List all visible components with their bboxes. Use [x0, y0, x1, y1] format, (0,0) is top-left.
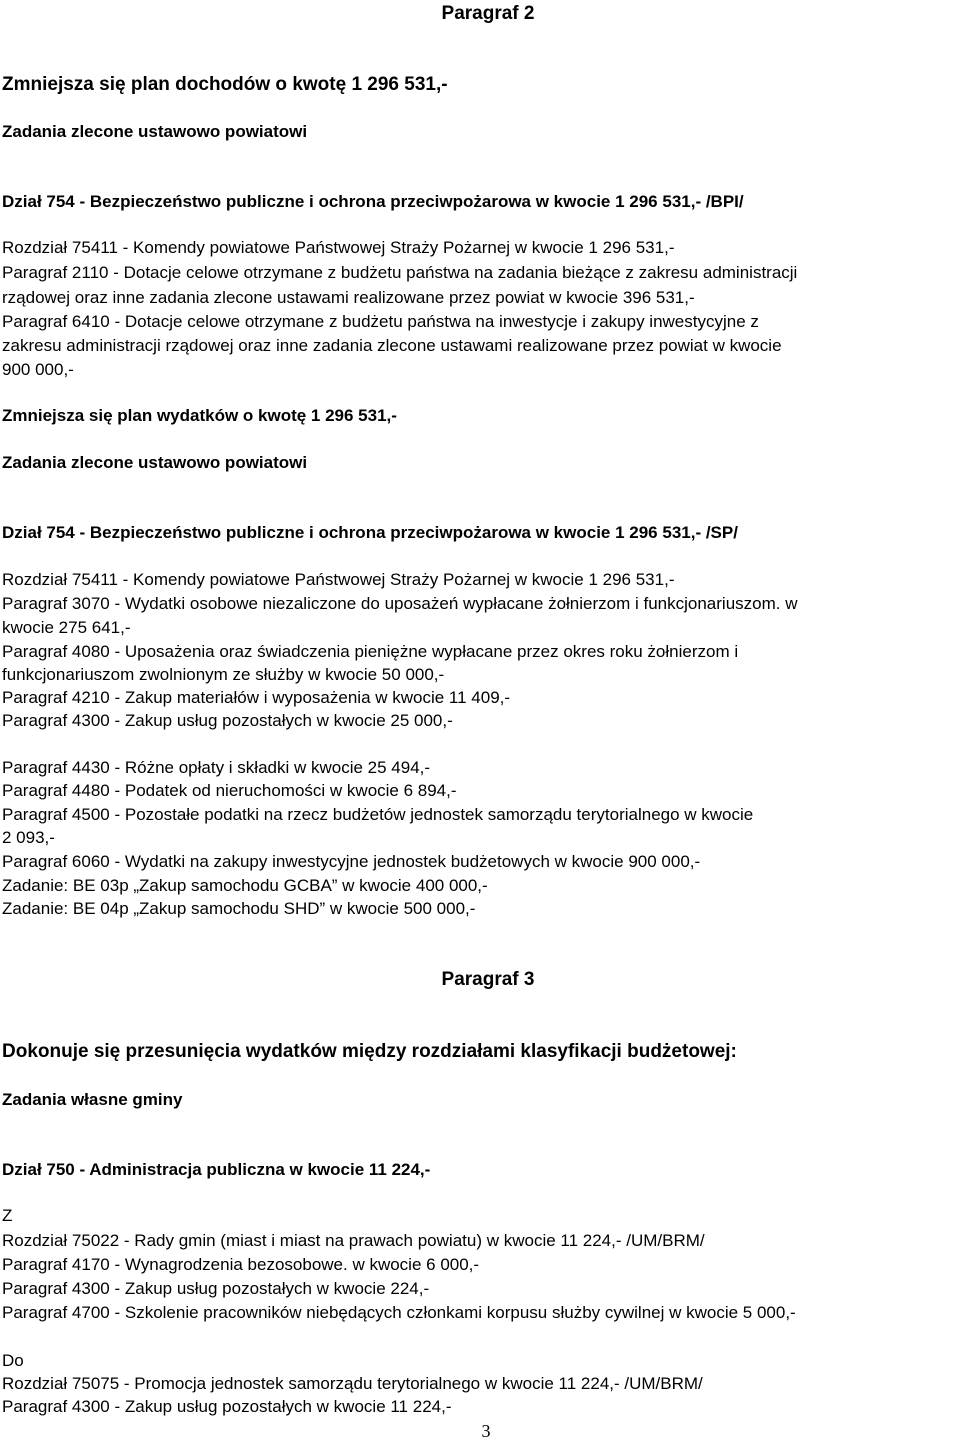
do-label: Do [2, 1351, 24, 1370]
wydatki-section-heading: Zadania zlecone ustawowo powiatowi [2, 453, 308, 472]
paragraf-3-heading: Paragraf 3 [441, 969, 535, 990]
wydatki-line: Paragraf 4430 - Różne opłaty i składki w kwocie 25 494,- [2, 758, 431, 777]
paragraf-2-heading: Paragraf 2 [441, 3, 535, 24]
dochody-section-heading: Zadania zlecone ustawowo powiatowi [2, 122, 308, 141]
przesuniecia-title: Dokonuje się przesunięcia wydatków między rozdziałami klasyfikacji budżetowej: [2, 1041, 737, 1062]
z-line: Paragraf 4170 - Wynagrodzenia bezosobowe. w kwocie 6 000,- [2, 1255, 480, 1274]
z-label: Z [2, 1206, 13, 1225]
dochody-line: Paragraf 6410 - Dotacje celowe otrzymane z budżetu państwa na inwestycje i zakupy inwestycyjne z [2, 312, 759, 331]
wydatki-line: Paragraf 4300 - Zakup usług pozostałych w kwocie 25 000,- [2, 711, 453, 730]
dzial-750-heading: Dział 750 - Administracja publiczna w kwocie 11 224,- [2, 1160, 431, 1179]
zadania-wlasne-heading: Zadania własne gminy [2, 1090, 183, 1109]
dochody-line: rządowej oraz inne zadania zlecone ustawami realizowane przez powiat w kwocie 396 531,- [2, 288, 695, 307]
dochody-line: Paragraf 2110 - Dotacje celowe otrzymane z budżetu państwa na zadania bieżące z zakresu administracji [2, 263, 798, 282]
z-line: Paragraf 4300 - Zakup usług pozostałych w kwocie 224,- [2, 1279, 430, 1298]
wydatki-line: Rozdział 75411 - Komendy powiatowe Państwowej Straży Pożarnej w kwocie 1 296 531,- [2, 570, 675, 589]
do-line: Paragraf 4300 - Zakup usług pozostałych w kwocie 11 224,- [2, 1397, 452, 1416]
do-line: Rozdział 75075 - Promocja jednostek samorządu terytorialnego w kwocie 11 224,- /UM/BRM/ [2, 1374, 703, 1393]
page-number: 3 [481, 1421, 491, 1441]
wydatki-line: Paragraf 3070 - Wydatki osobowe niezaliczone do uposażeń wypłacane żołnierzom i funkcjonariuszom. w [2, 594, 798, 613]
wydatki-line: Paragraf 4500 - Pozostałe podatki na rzecz budżetów jednostek samorządu terytorialnego w kwocie [2, 805, 754, 824]
wydatki-line: Paragraf 4480 - Podatek od nieruchomości w kwocie 6 894,- [2, 781, 457, 800]
zadanie-line: Zadanie: BE 04p „Zakup samochodu SHD” w kwocie 500 000,- [2, 899, 476, 918]
wydatki-line: Paragraf 4080 - Uposażenia oraz świadczenia pieniężne wypłacane przez okres roku żołnierzom i [2, 642, 739, 661]
wydatki-line: 2 093,- [2, 828, 55, 847]
wydatki-line: funkcjonariuszom zwolnionym ze służby w kwocie 50 000,- [2, 665, 445, 684]
wydatki-line: Paragraf 4210 - Zakup materiałów i wyposażenia w kwocie 11 409,- [2, 688, 511, 707]
wydatki-line: kwocie 275 641,- [2, 618, 131, 637]
wydatki-line: Paragraf 6060 - Wydatki na zakupy inwestycyjne jednostek budżetowych w kwocie 900 000,- [2, 852, 701, 871]
dochody-line: 900 000,- [2, 360, 74, 379]
dochody-title: Zmniejsza się plan dochodów o kwotę 1 296 531,- [2, 74, 448, 95]
dochody-line: zakresu administracji rządowej oraz inne zadania zlecone ustawami realizowane przez powiat w kwocie [2, 336, 782, 355]
z-line: Rozdział 75022 - Rady gmin (miast i miast na prawach powiatu) w kwocie 11 224,- /UM/BRM/ [2, 1231, 705, 1250]
wydatki-title: Zmniejsza się plan wydatków o kwotę 1 296 531,- [2, 406, 397, 425]
z-line: Paragraf 4700 - Szkolenie pracowników niebędących członkami korpusu służby cywilnej w kwocie 5 000,- [2, 1303, 796, 1322]
zadanie-line: Zadanie: BE 03p „Zakup samochodu GCBA” w kwocie 400 000,- [2, 876, 488, 895]
dochody-dzial-heading: Dział 754 - Bezpieczeństwo publiczne i ochrona przeciwpożarowa w kwocie 1 296 531,- /BPI/ [2, 192, 744, 211]
wydatki-dzial-heading: Dział 754 - Bezpieczeństwo publiczne i ochrona przeciwpożarowa w kwocie 1 296 531,- /SP/ [2, 523, 738, 542]
dochody-line: Rozdział 75411 - Komendy powiatowe Państwowej Straży Pożarnej w kwocie 1 296 531,- [2, 238, 675, 257]
